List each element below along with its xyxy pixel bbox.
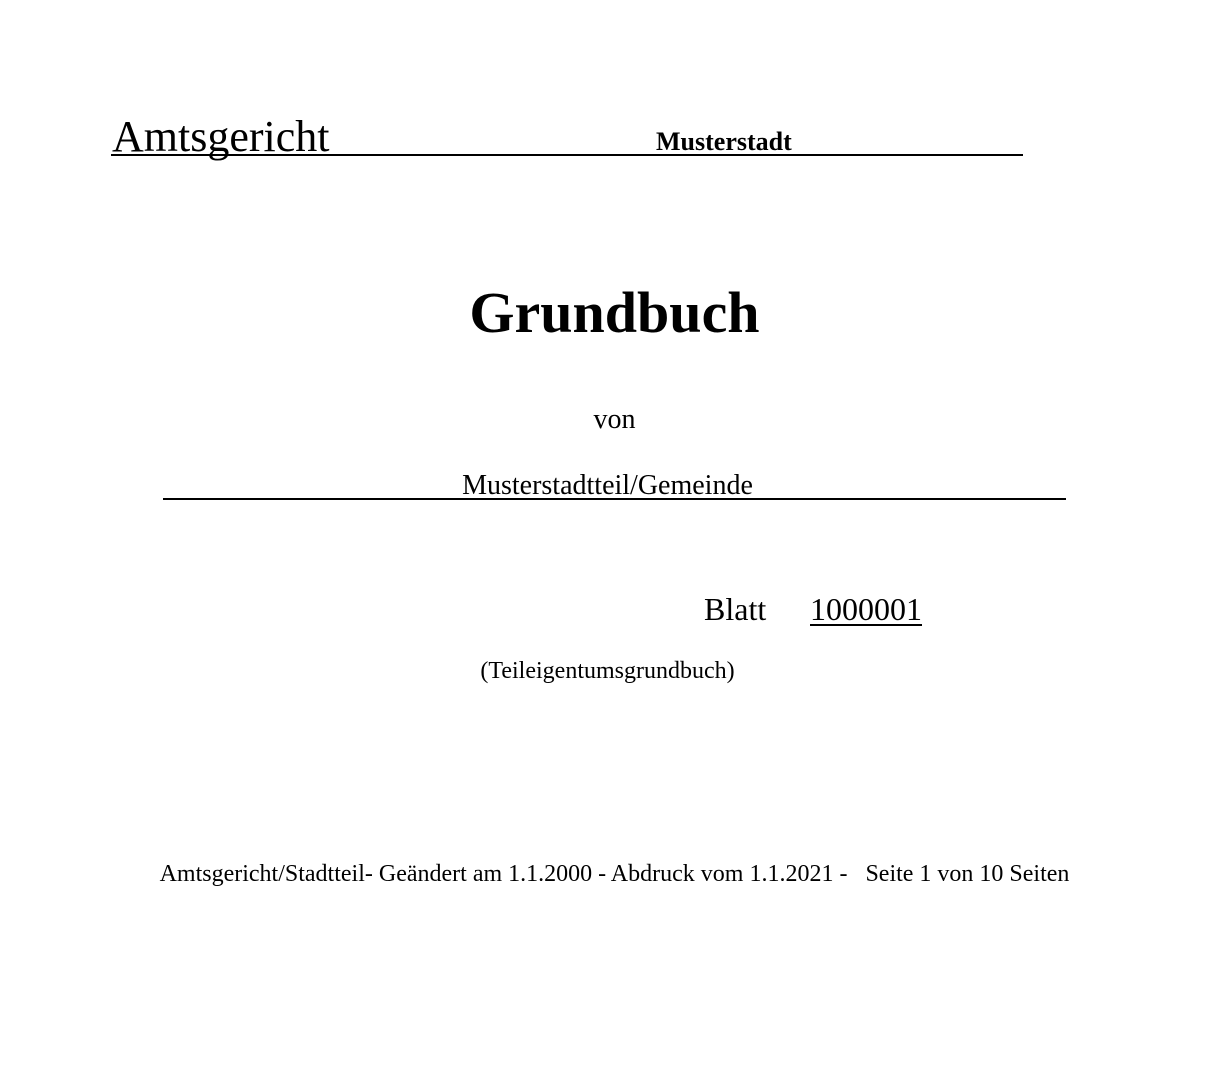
sheet-label: Blatt (704, 591, 767, 627)
sheet-number: 1000001 (810, 591, 922, 627)
register-subtype: (Teileigentumsgrundbuch) (480, 658, 735, 684)
district-name: Musterstadtteil/Gemeinde (462, 470, 753, 501)
court-city: Musterstadt (656, 127, 792, 156)
von-label: von (593, 404, 636, 435)
page-title: Grundbuch (469, 280, 760, 345)
page-footer: Amtsgericht/Stadtteil- Geändert am 1.1.2000 - Abdruck vom 1.1.2021 - Seite 1 von 10 Seiten (159, 861, 1070, 887)
court-label: Amtsgericht (112, 112, 330, 161)
